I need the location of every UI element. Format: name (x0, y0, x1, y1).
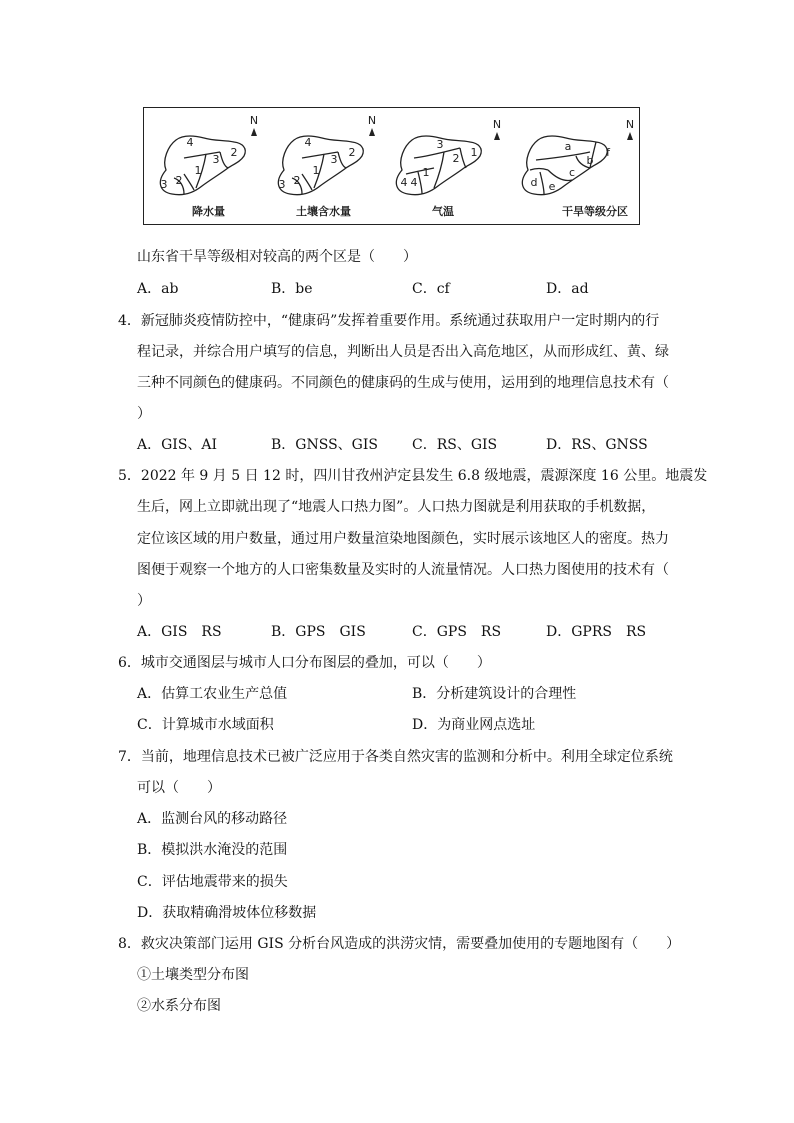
map3-label-1: 3 (436, 138, 444, 151)
q5-line-2: 生后，网上立即就出现了“地震人口热力图”。人口热力图就是利用获取的手机数据， (137, 499, 656, 515)
q5-option-a: A．GIS RS (137, 624, 222, 640)
q5-option-d: D．GPRS RS (546, 624, 647, 640)
map1-label-5: 3 (160, 178, 168, 191)
map2-label-3: 2 (348, 146, 356, 159)
q6-option-c: C．计算城市水域面积 (137, 717, 274, 733)
north-arrow-2-icon (369, 128, 375, 136)
north-arrow-4-icon (627, 132, 633, 140)
map4-label-e: e (548, 180, 556, 193)
map2-label-1: 4 (304, 136, 312, 149)
q5-option-b: B．GPS GIS (271, 624, 366, 640)
q5-line-1: 5．2022 年 9 月 5 日 12 时，四川甘孜州泸定县发生 6.8 级地震，震源深度 16 公里。地震发 (118, 468, 708, 484)
q4-line-1: 4．新冠肺炎疫情防控中，“健康码”发挥着重要作用。系统通过获取用户一定时期内的行 (118, 313, 660, 329)
map2-label-2: 3 (330, 153, 338, 166)
map-soil-moisture-outline (278, 136, 363, 195)
q7-option-c: C．评估地震带来的损失 (137, 874, 288, 890)
north-arrow-3-label: N (492, 118, 502, 131)
map-caption-soil-moisture: 土壤含水量 (296, 205, 351, 218)
q4-line-3: 三种不同颜色的健康码。不同颜色的健康码的生成与使用，运用到的地理信息技术有（ (137, 375, 669, 391)
map4-label-b: b (586, 154, 594, 167)
north-arrow-1-label: N (249, 114, 259, 127)
q3-option-d: D．ad (546, 281, 589, 297)
q4-line-2: 程记录，并综合用户填写的信息，判断出人员是否出入高危地区，从而形成红、黄、绿 (137, 344, 669, 360)
north-arrow-4-label: N (625, 118, 635, 131)
q3-stem: 山东省干旱等级相对较高的两个区是（ ） (137, 249, 417, 265)
map1-label-4: 1 (194, 164, 202, 177)
north-arrow-1-icon (251, 128, 257, 136)
q7-option-b: B．模拟洪水淹没的范围 (137, 842, 288, 858)
map3-label-4: 4 (400, 176, 408, 189)
q5-line-4: 图便于观察一个地方的人口密集数量及实时的人流量情况。人口热力图使用的技术有（ (137, 562, 669, 578)
q7-option-d: D．获取精确滑坡体位移数据 (137, 905, 317, 921)
map1-label-3: 2 (230, 146, 238, 159)
map2-label-6: 2 (293, 174, 301, 187)
q7-line-2: 可以（ ） (137, 780, 221, 796)
map3-label-6: 1 (470, 146, 478, 159)
q8-stem: 8．救灾决策部门运用 GIS 分析台风造成的洪涝灾情，需要叠加使用的专题地图有（ ） (118, 936, 681, 952)
q4-option-d: D．RS、GNSS (546, 437, 648, 453)
map-caption-precipitation: 降水量 (192, 205, 225, 218)
map1-label-2: 3 (212, 153, 220, 166)
map-precipitation-outline (160, 136, 245, 195)
q6-option-b: B．分析建筑设计的合理性 (412, 686, 577, 702)
drought-maps-figure (143, 107, 640, 225)
q3-option-c: C．cf (412, 281, 450, 297)
map-caption-temperature: 气温 (432, 205, 454, 218)
map-caption-drought-zones: 干旱等级分区 (562, 205, 628, 218)
q4-option-b: B．GNSS、GIS (271, 437, 378, 453)
map3-label-3: 1 (422, 166, 430, 179)
q5-option-c: C．GPS RS (412, 624, 502, 640)
north-arrow-2-label: N (367, 114, 377, 127)
q6-option-a: A．估算工农业生产总值 (137, 686, 288, 702)
map1-label-6: 2 (175, 174, 183, 187)
map4-label-c: c (568, 166, 576, 179)
map3-label-2: 2 (452, 152, 460, 165)
map2-label-5: 3 (278, 178, 286, 191)
q4-line-4: ） (137, 406, 151, 422)
map2-label-4: 1 (312, 164, 320, 177)
map4-label-f: f (606, 146, 610, 159)
map1-label-1: 4 (186, 136, 194, 149)
q5-line-5: ） (137, 593, 151, 609)
q8-item-1: ①土壤类型分布图 (137, 967, 249, 983)
q6-option-d: D．为商业网点选址 (412, 717, 536, 733)
map4-label-d: d (530, 176, 538, 189)
q5-line-3: 定位该区域的用户数量，通过用户数量渲染地图颜色，实时展示该地区人的密度。热力 (137, 531, 669, 547)
q8-item-2: ②水系分布图 (137, 998, 221, 1014)
q3-option-a: A．ab (137, 281, 179, 297)
q4-option-c: C．RS、GIS (412, 437, 498, 453)
north-arrow-3-icon (494, 132, 500, 140)
q6-stem: 6．城市交通图层与城市人口分布图层的叠加，可以（ ） (118, 655, 491, 671)
q4-option-a: A．GIS、AI (137, 437, 218, 453)
q7-option-a: A．监测台风的移动路径 (137, 811, 288, 827)
q7-line-1: 7．当前，地理信息技术已被广泛应用于各类自然灾害的监测和分析中。利用全球定位系统 (118, 749, 673, 765)
map3-label-5: 4 (410, 176, 418, 189)
q3-option-b: B．be (271, 281, 313, 297)
map4-label-a: a (564, 140, 572, 153)
